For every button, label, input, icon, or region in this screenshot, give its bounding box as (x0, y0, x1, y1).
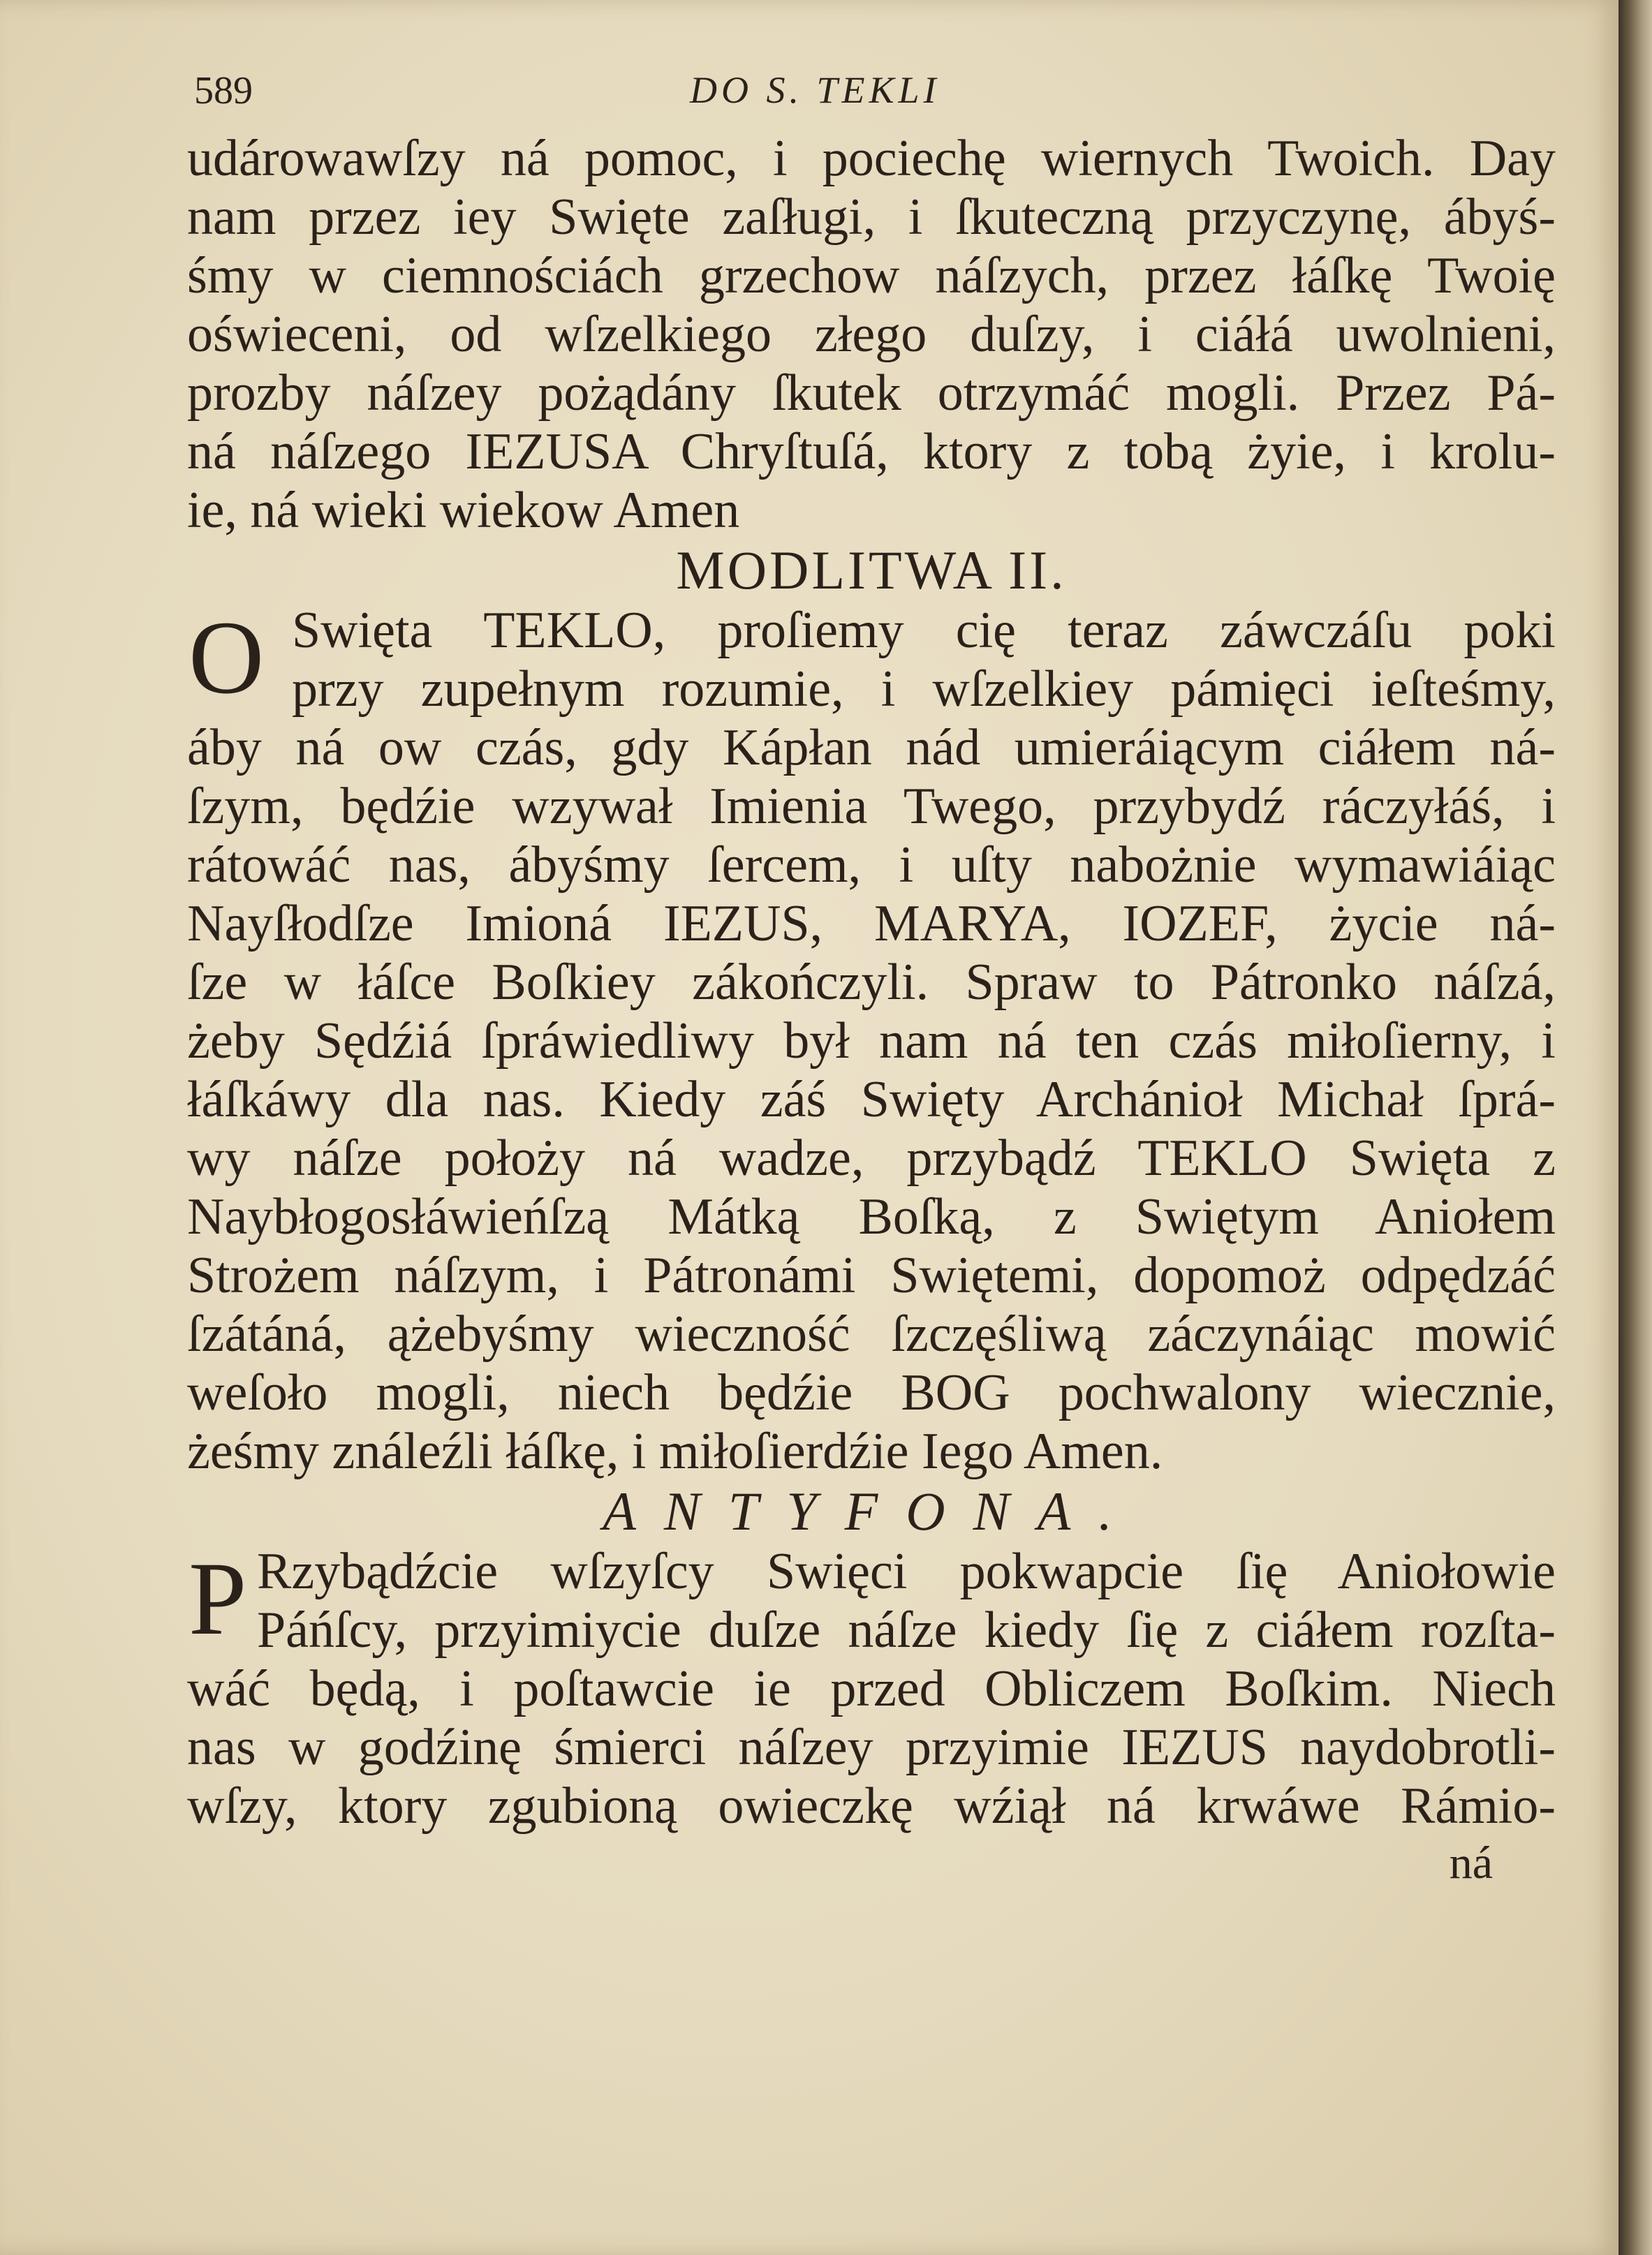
running-head: DO S. TEKLI (690, 69, 941, 111)
text-line: Páńſcy, przyimiycie duſze náſze kiedy ſię z ciáłem rozſta- (257, 1602, 1556, 1659)
text-line: ie, ná wieki wiekow Amen (187, 482, 740, 539)
text-line: łáſkáwy dla nas. Kiedy záś Swięty Archánioł Michał ſprá- (187, 1071, 1556, 1128)
text-line: Rzybądźcie wſzyſcy Swięci pokwapcie ſię Aniołowie (257, 1543, 1556, 1600)
page-number: 589 (194, 69, 253, 112)
text-line: rátowáć nas, ábyśmy ſercem, i uſty nabożnie wymawiáiąc (187, 836, 1556, 894)
text-line: oświeceni, od wſzelkiego złego duſzy, i ciáłá uwolnieni, (187, 306, 1556, 363)
text-line: śmy w ciemnościách grzechow náſzych, przez łáſkę Twoię (187, 247, 1556, 304)
text-line: prozby náſzey pożądány ſkutek otrzymáć mogli. Przez Pá- (187, 364, 1556, 422)
text-line: ſze w łáſce Boſkiey zákończyli. Spraw to Pátronko náſzá, (187, 954, 1556, 1011)
text-line: nas w godźinę śmierci náſzey przyimie IEZUS naydobrotli- (187, 1719, 1556, 1776)
catchword: ná (1449, 1838, 1493, 1888)
text-line: weſoło mogli, niech będźie BOG pochwalony wiecznie, (187, 1364, 1556, 1421)
paragraph-prayer-ending (187, 129, 1556, 540)
text-line: żeśmy ználeźli łáſkę, i miłoſierdźie Iego Amen. (187, 1423, 1163, 1480)
book-gutter (1618, 0, 1652, 2255)
text-line: ſzátáná, ążebyśmy wieczność ſzczęśliwą záczynáiąc mowić (187, 1306, 1556, 1363)
section-heading-modlitwa: MODLITWA II. (676, 540, 1067, 600)
page-header (187, 63, 1556, 129)
text-line: wáć będą, i poſtawcie ie przed Obliczem Boſkim. Niech (187, 1660, 1556, 1717)
text-line: Naybłogosłáwieńſzą Mátką Boſką, z Swiętym Aniołem (187, 1188, 1556, 1245)
page-text (187, 63, 1556, 1891)
text-line: nam przez iey Swięte zaſługi, i ſkuteczną przyczynę, ábyś- (187, 188, 1556, 246)
text-line: ná náſzego IEZUSA Chryſtuſá, ktory z tobą żyie, i krolu- (187, 423, 1556, 480)
text-line: przy zupełnym rozumie, i wſzelkiey pámięci ieſteśmy, (292, 660, 1556, 718)
section-heading-antyfona: ANTYFONA. (603, 1481, 1140, 1541)
text-line: Swięta TEKLO, proſiemy cię teraz záwczáſu poki (292, 602, 1556, 659)
drop-cap: P (189, 1541, 247, 1657)
drop-cap: O (189, 600, 265, 716)
text-line: udárowawſzy ná pomoc, i pociechę wiernych Twoich. Day (187, 130, 1556, 187)
text-line: áby ná ow czás, gdy Kápłan nád umieráiącym ciáłem ná- (187, 719, 1556, 776)
text-line: wſzy, ktory zgubioną owieczkę wźiął ná krwáwe Rámio- (187, 1777, 1556, 1835)
text-line: Nayſłodſze Imioná IEZUS, MARYA, IOZEF, życie ná- (187, 895, 1556, 952)
paragraph-antyfona (187, 1542, 1556, 1835)
paragraph-modlitwa-ii (187, 601, 1556, 1481)
text-line: wy náſze położy ná wadze, przybądź TEKLO Swięta z (187, 1130, 1556, 1187)
text-line: ſzym, będźie wzywał Imienia Twego, przybydź ráczyłáś, i (187, 778, 1556, 835)
text-line: żeby Sędźiá ſpráwiedliwy był nam ná ten czás miłoſierny, i (187, 1012, 1556, 1070)
text-line: Strożem náſzym, i Pátronámi Swiętemi, dopomoż odpędzáć (187, 1247, 1556, 1304)
